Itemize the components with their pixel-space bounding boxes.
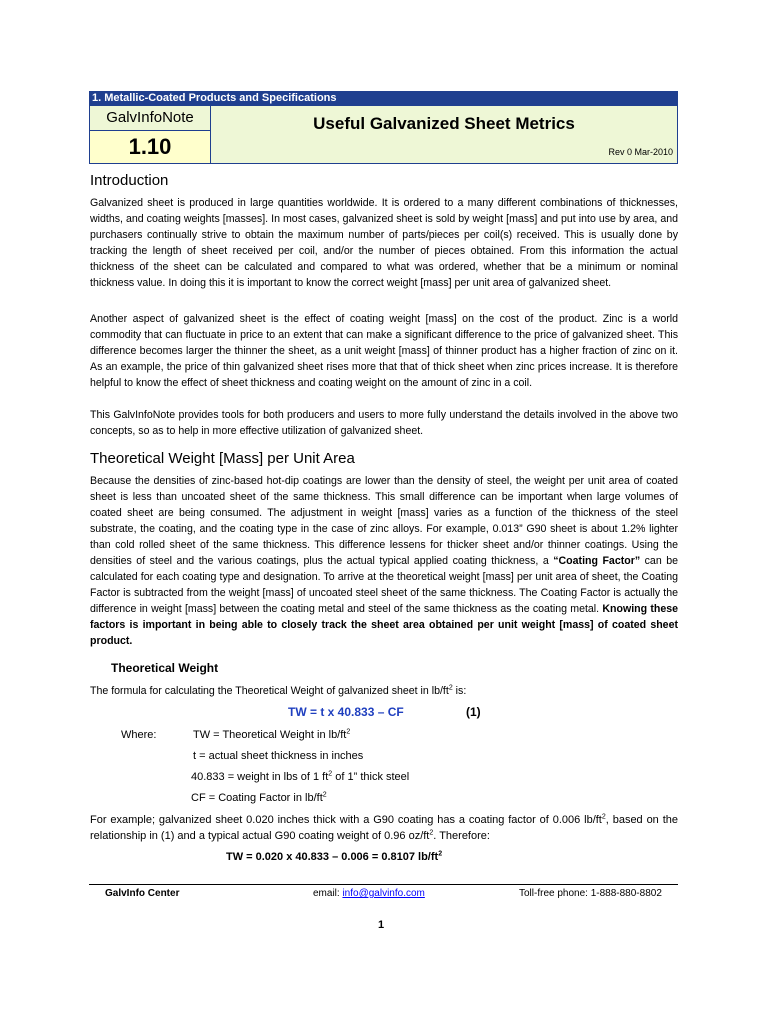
- document-title: Useful Galvanized Sheet Metrics: [313, 114, 575, 133]
- formula-intro: [90, 683, 678, 699]
- example-paragraph: [90, 812, 678, 844]
- definition-cf-text: CF = Coating Factor in lb/ft: [191, 792, 323, 804]
- example-text-b: , based on the relationship in (1) and a typical actual G90 coating weight of 0.96 oz/ft: [90, 814, 678, 842]
- definition-constant-a: 40.833 = weight in lbs of 1 ft: [191, 771, 329, 783]
- intro-paragraph-1: Galvanized sheet is produced in large quantities worldwide. It is ordered to a many different combinations of thicknesses, widths, and coating weights [masses]. In most cases, galvanized sheet is sold by weight [mass] and put into use by area, and purchasers continually strive to obtain the maximum number of parts/pieces per coil(s) received. This is usually done by tracking the length of sheet received per coil, and/or the number of pieces obtained. From this information the actual thickness of the sheet can be calculated and compared to what was ordered, whether that be a minimum or nominal thickness value. In doing this it is important to know the correct weight [mass] per unit area of galvanized sheet.: [90, 197, 678, 289]
- sup-squared: 2: [346, 728, 351, 736]
- email-link[interactable]: info@galvinfo.com: [342, 888, 425, 899]
- sup-squared: 2: [601, 813, 606, 821]
- note-id-box: [90, 106, 211, 163]
- theoretical-text-b: can be calculated for each coating type and designation. To arrive at the theoretical weight [mass] per unit area of sheet, the Coating Factor is subtracted from the weight [mass] of uncoated steel sheet of the same thickness. The Coating Factor is actually the difference in weight [mass] between the coating metal and steel of the same thickness as the coating metal.: [90, 555, 679, 615]
- theoretical-heading: Theoretical Weight [Mass] per Unit Area: [90, 450, 355, 467]
- sub-heading: Theoretical Weight: [111, 661, 219, 675]
- note-number: 1.10: [90, 131, 210, 163]
- formula-1: TW = t x 40.833 – CF: [288, 705, 404, 719]
- page-number: 1: [378, 919, 385, 931]
- sup-squared: 2: [448, 684, 453, 692]
- footer-phone: Toll-free phone: 1-888-880-8802: [519, 888, 662, 899]
- definition-constant: [191, 771, 409, 783]
- footer-email: [313, 888, 425, 899]
- title-box: [89, 105, 678, 164]
- sup-squared: 2: [328, 770, 333, 778]
- sup-squared: 2: [322, 791, 327, 799]
- definition-tw: [193, 729, 350, 741]
- formula-1-number: (1): [466, 705, 481, 719]
- theoretical-paragraph: [90, 473, 678, 649]
- definition-t: t = actual sheet thickness in inches: [193, 750, 364, 762]
- formula-intro-text: The formula for calculating the Theoretical Weight of galvanized sheet in lb/ft: [90, 685, 449, 697]
- sup-squared: 2: [429, 829, 434, 837]
- intro-heading: Introduction: [90, 172, 169, 189]
- note-name: GalvInfoNote: [90, 106, 210, 131]
- example-text-c: . Therefore:: [433, 830, 490, 842]
- intro-paragraph-2: Another aspect of galvanized sheet is the effect of coating weight [mass] on the cost of the product. Zinc is a world commodity that can fluctuate in price to an extent that can make a significant difference to the price of galvanized sheet. This difference becomes larger the thinner the sheet, as a unit weight [mass] of thinner product has a higher fraction of zinc on it. As an example, the price of thin galvanized sheet rises more that that of thick sheet when zinc prices increase. It is therefore helpful to know the effect of sheet thickness and coating weight on the amount of zinc in a coil.: [90, 313, 678, 389]
- footer-email-label: email:: [313, 888, 343, 899]
- section-bar: 1. Metallic-Coated Products and Specifications: [89, 91, 678, 105]
- example-text-a: For example; galvanized sheet 0.020 inches thick with a G90 coating has a coating factor of 0.006 lb/ft: [90, 814, 602, 826]
- definition-constant-b: of 1” thick steel: [332, 771, 410, 783]
- theoretical-emphasis: Knowing these factors is important in being able to closely track the sheet area obtained per unit weight [mass] of coated sheet product.: [90, 603, 679, 647]
- formula-2-text: TW = 0.020 x 40.833 – 0.006 = 0.8107 lb/ft: [226, 851, 439, 863]
- intro-paragraph-3: This GalvInfoNote provides tools for both producers and users to more fully understand the details involved in the above two concepts, so as to help in more effective utilization of galvanized sheet.: [90, 409, 678, 437]
- where-label: Where:: [121, 729, 157, 741]
- definition-cf: [191, 792, 327, 804]
- definition-tw-text: TW = Theoretical Weight in lb/ft: [193, 729, 347, 741]
- sup-squared: 2: [438, 850, 443, 858]
- formula-2: [226, 851, 442, 863]
- theoretical-text-a: Because the densities of zinc-based hot-dip coatings are lower than the density of steel, the weight per unit area of coated sheet is less than uncoated sheet of the same thickness. This small difference can be important when large volumes of coated sheet are being consumed. The adjustment in weight [mass] varies as a function of the thickness of the steel substrate, the coating, and the coating type in the case of zinc alloys. For example, 0.013” G90 sheet is about 1.2% lighter than cold rolled sheet of the same thickness. This difference lessens for thicker sheet and/or thinner coatings. Using the densities of steel and the various coatings, plus the actual typical applied coating thickness, a: [90, 475, 678, 567]
- revision-label: Rev 0 Mar-2010: [608, 147, 673, 157]
- coating-factor-term: “Coating Factor”: [553, 555, 641, 567]
- footer-divider: [89, 884, 678, 885]
- formula-intro-end: is:: [452, 685, 467, 697]
- footer-org: GalvInfo Center: [105, 888, 180, 899]
